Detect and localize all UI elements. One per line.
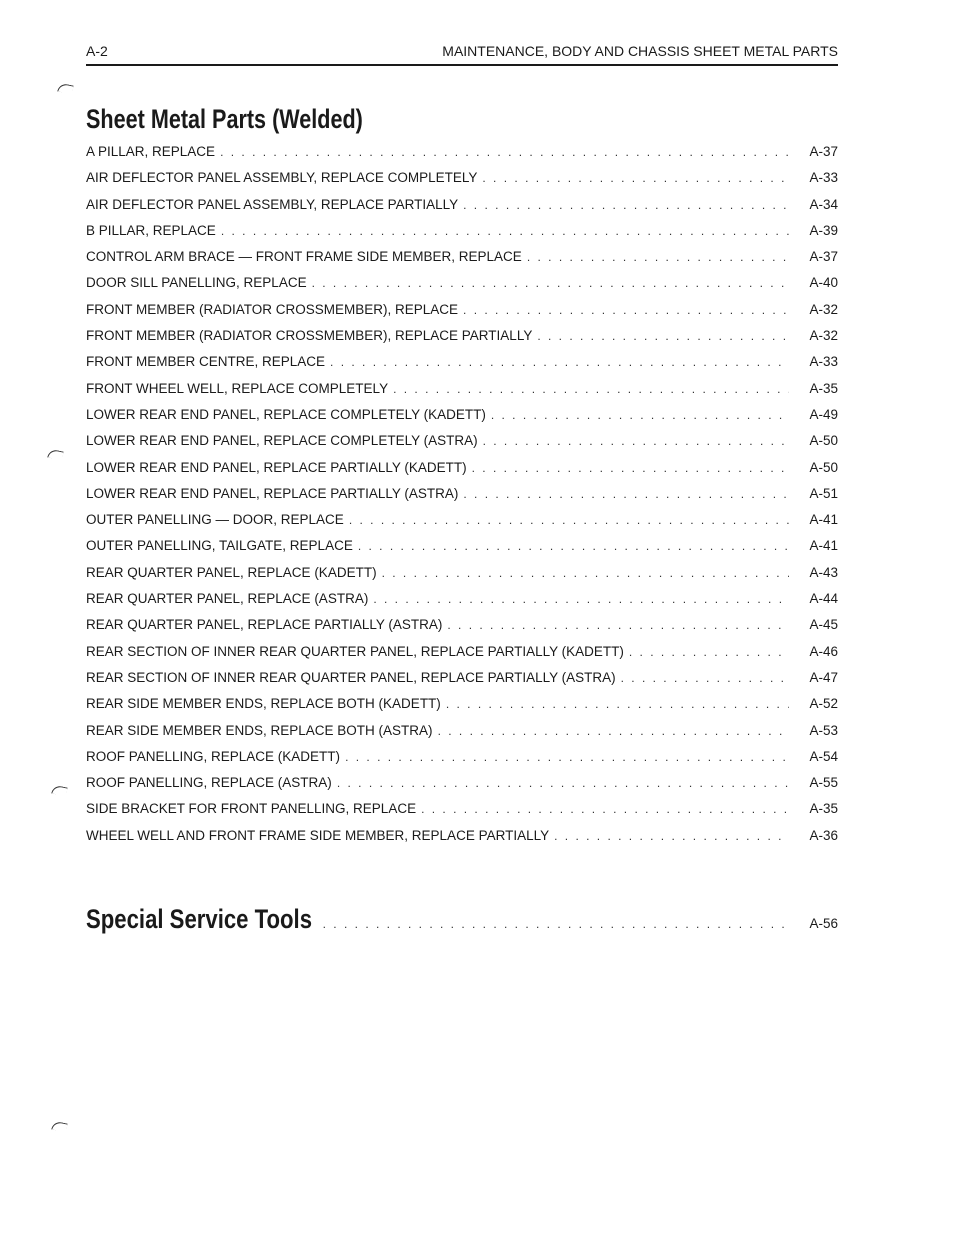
toc-entry[interactable] (86, 381, 838, 407)
dot-leader (330, 355, 789, 369)
dot-leader (463, 487, 789, 501)
toc-entry-page: A-33 (809, 170, 838, 186)
toc-entry-label: ROOF PANELLING, REPLACE (KADETT) (86, 748, 341, 764)
toc-entry[interactable] (86, 328, 838, 354)
toc-entry-page: A-34 (809, 196, 838, 212)
dot-leader (621, 671, 789, 685)
dot-leader (345, 750, 789, 764)
dot-leader (527, 250, 789, 264)
toc-entry[interactable] (86, 433, 838, 459)
special-tools-page: A-56 (809, 916, 838, 931)
toc-entry-label: LOWER REAR END PANEL, REPLACE PARTIALLY (KADETT) (86, 459, 467, 475)
toc-entry-page: A-40 (809, 275, 838, 291)
toc-entry-page: A-53 (809, 722, 838, 738)
toc-entry[interactable] (86, 407, 838, 433)
toc-entry-label: REAR QUARTER PANEL, REPLACE (KADETT) (86, 564, 377, 580)
toc-entry[interactable] (86, 565, 838, 591)
dot-leader (382, 566, 789, 580)
toc-entry[interactable] (86, 223, 838, 249)
toc-entry-page: A-41 (809, 538, 838, 554)
toc-entry-page: A-35 (809, 801, 838, 817)
dot-leader (221, 224, 789, 238)
dot-leader (373, 592, 789, 606)
toc-entry[interactable] (86, 670, 838, 696)
toc-entry[interactable] (86, 512, 838, 538)
toc-entry-label: WHEEL WELL AND FRONT FRAME SIDE MEMBER, REPLACE PARTIALLY (86, 827, 550, 843)
toc-entry-label: FRONT MEMBER (RADIATOR CROSSMEMBER), REPLACE PARTIALLY (86, 328, 533, 344)
toc-entry-label: B PILLAR, REPLACE (86, 222, 216, 238)
toc-entry-label: REAR SIDE MEMBER ENDS, REPLACE BOTH (KADETT) (86, 696, 441, 712)
special-tools-entry[interactable] (86, 904, 838, 935)
page-title: Sheet Metal Parts (Welded) (86, 104, 363, 134)
toc-entry[interactable] (86, 170, 838, 196)
dot-leader (554, 829, 789, 843)
dot-leader (337, 776, 789, 790)
page-number: A-2 (86, 43, 108, 59)
toc-entry-label: SIDE BRACKET FOR FRONT PANELLING, REPLACE (86, 801, 417, 817)
dot-leader (537, 329, 789, 343)
hole-punch-mark (47, 449, 64, 461)
toc-entry-page: A-33 (809, 354, 838, 370)
toc-entry-page: A-50 (809, 433, 838, 449)
toc-entry[interactable] (86, 144, 838, 170)
dot-leader (447, 618, 789, 632)
toc-entry[interactable] (86, 775, 838, 801)
toc-entry-label: AIR DEFLECTOR PANEL ASSEMBLY, REPLACE COMPLETELY (86, 170, 478, 186)
dot-leader (358, 539, 789, 553)
toc-entry-label: REAR QUARTER PANEL, REPLACE PARTIALLY (ASTRA) (86, 617, 443, 633)
dot-leader (472, 461, 789, 475)
toc-entry-label: REAR QUARTER PANEL, REPLACE (ASTRA) (86, 591, 369, 607)
toc-entry[interactable] (86, 696, 838, 722)
dot-leader (421, 802, 789, 816)
toc-entry-label: FRONT WHEEL WELL, REPLACE COMPLETELY (86, 380, 389, 396)
dot-leader (463, 198, 789, 212)
toc-entry-page: A-51 (809, 485, 838, 501)
toc-entry[interactable] (86, 197, 838, 223)
section-title: MAINTENANCE, BODY AND CHASSIS SHEET METAL PARTS (442, 43, 838, 59)
toc-entry-label: ROOF PANELLING, REPLACE (ASTRA) (86, 775, 332, 791)
toc-entry-page: A-52 (809, 696, 838, 712)
toc-entry[interactable] (86, 302, 838, 328)
toc-entry-label: CONTROL ARM BRACE — FRONT FRAME SIDE MEMBER, REPLACE (86, 249, 522, 265)
hole-punch-mark (57, 83, 74, 95)
toc-entry-label: REAR SIDE MEMBER ENDS, REPLACE BOTH (ASTRA) (86, 722, 433, 738)
toc-entry-label: LOWER REAR END PANEL, REPLACE COMPLETELY (ASTRA) (86, 433, 478, 449)
dot-leader (220, 145, 789, 159)
toc-entry[interactable] (86, 275, 838, 301)
toc-entry-label: LOWER REAR END PANEL, REPLACE COMPLETELY (KADETT) (86, 406, 486, 422)
dot-leader (312, 276, 789, 290)
toc-entry-page: A-41 (809, 512, 838, 528)
dot-leader (349, 513, 789, 527)
table-of-contents (86, 144, 838, 854)
toc-entry-label: AIR DEFLECTOR PANEL ASSEMBLY, REPLACE PARTIALLY (86, 196, 459, 212)
toc-entry[interactable] (86, 723, 838, 749)
toc-entry-page: A-32 (809, 328, 838, 344)
toc-entry-label: REAR SECTION OF INNER REAR QUARTER PANEL, REPLACE PARTIALLY (ASTRA) (86, 669, 616, 685)
toc-entry-label: REAR SECTION OF INNER REAR QUARTER PANEL, REPLACE PARTIALLY (KADETT) (86, 643, 624, 659)
dot-leader (629, 645, 789, 659)
toc-entry-page: A-54 (809, 748, 838, 764)
toc-entry-page: A-43 (809, 564, 838, 580)
toc-entry[interactable] (86, 828, 838, 854)
toc-entry-label: DOOR SILL PANELLING, REPLACE (86, 275, 307, 291)
toc-entry-label: LOWER REAR END PANEL, REPLACE PARTIALLY (ASTRA) (86, 485, 459, 501)
toc-entry-page: A-36 (809, 827, 838, 843)
toc-entry-page: A-37 (809, 249, 838, 265)
dot-leader (446, 697, 789, 711)
special-tools-label: Special Service Tools (86, 904, 313, 934)
toc-entry[interactable] (86, 591, 838, 617)
toc-entry[interactable] (86, 801, 838, 827)
page-header (86, 40, 838, 66)
dot-leader (463, 303, 789, 317)
toc-entry-label: FRONT MEMBER (RADIATOR CROSSMEMBER), REPLACE (86, 301, 459, 317)
toc-entry[interactable] (86, 617, 838, 643)
hole-punch-mark (51, 1121, 68, 1133)
dot-leader (491, 408, 789, 422)
dot-leader (482, 171, 789, 185)
toc-entry[interactable] (86, 460, 838, 486)
dot-leader (483, 434, 789, 448)
dot-leader (393, 382, 789, 396)
toc-entry-page: A-46 (809, 643, 838, 659)
toc-entry-label: OUTER PANELLING — DOOR, REPLACE (86, 512, 344, 528)
toc-entry[interactable] (86, 249, 838, 275)
toc-entry-page: A-35 (809, 380, 838, 396)
toc-entry-page: A-55 (809, 775, 838, 791)
dot-leader (438, 724, 789, 738)
toc-entry-page: A-37 (809, 144, 838, 159)
toc-entry-page: A-50 (809, 459, 838, 475)
toc-entry-page: A-49 (809, 406, 838, 422)
toc-entry[interactable] (86, 354, 838, 380)
toc-entry-page: A-44 (809, 591, 838, 607)
dot-leader (323, 917, 789, 931)
toc-entry[interactable] (86, 486, 838, 512)
toc-entry-page: A-32 (809, 301, 838, 317)
toc-entry-page: A-47 (809, 669, 838, 685)
hole-punch-mark (51, 785, 68, 797)
toc-entry[interactable] (86, 538, 838, 564)
toc-entry-label: A PILLAR, REPLACE (86, 144, 216, 159)
toc-entry-label: FRONT MEMBER CENTRE, REPLACE (86, 354, 326, 370)
toc-entry[interactable] (86, 644, 838, 670)
toc-entry[interactable] (86, 749, 838, 775)
toc-entry-label: OUTER PANELLING, TAILGATE, REPLACE (86, 538, 353, 554)
toc-entry-page: A-39 (809, 222, 838, 238)
toc-entry-page: A-45 (809, 617, 838, 633)
